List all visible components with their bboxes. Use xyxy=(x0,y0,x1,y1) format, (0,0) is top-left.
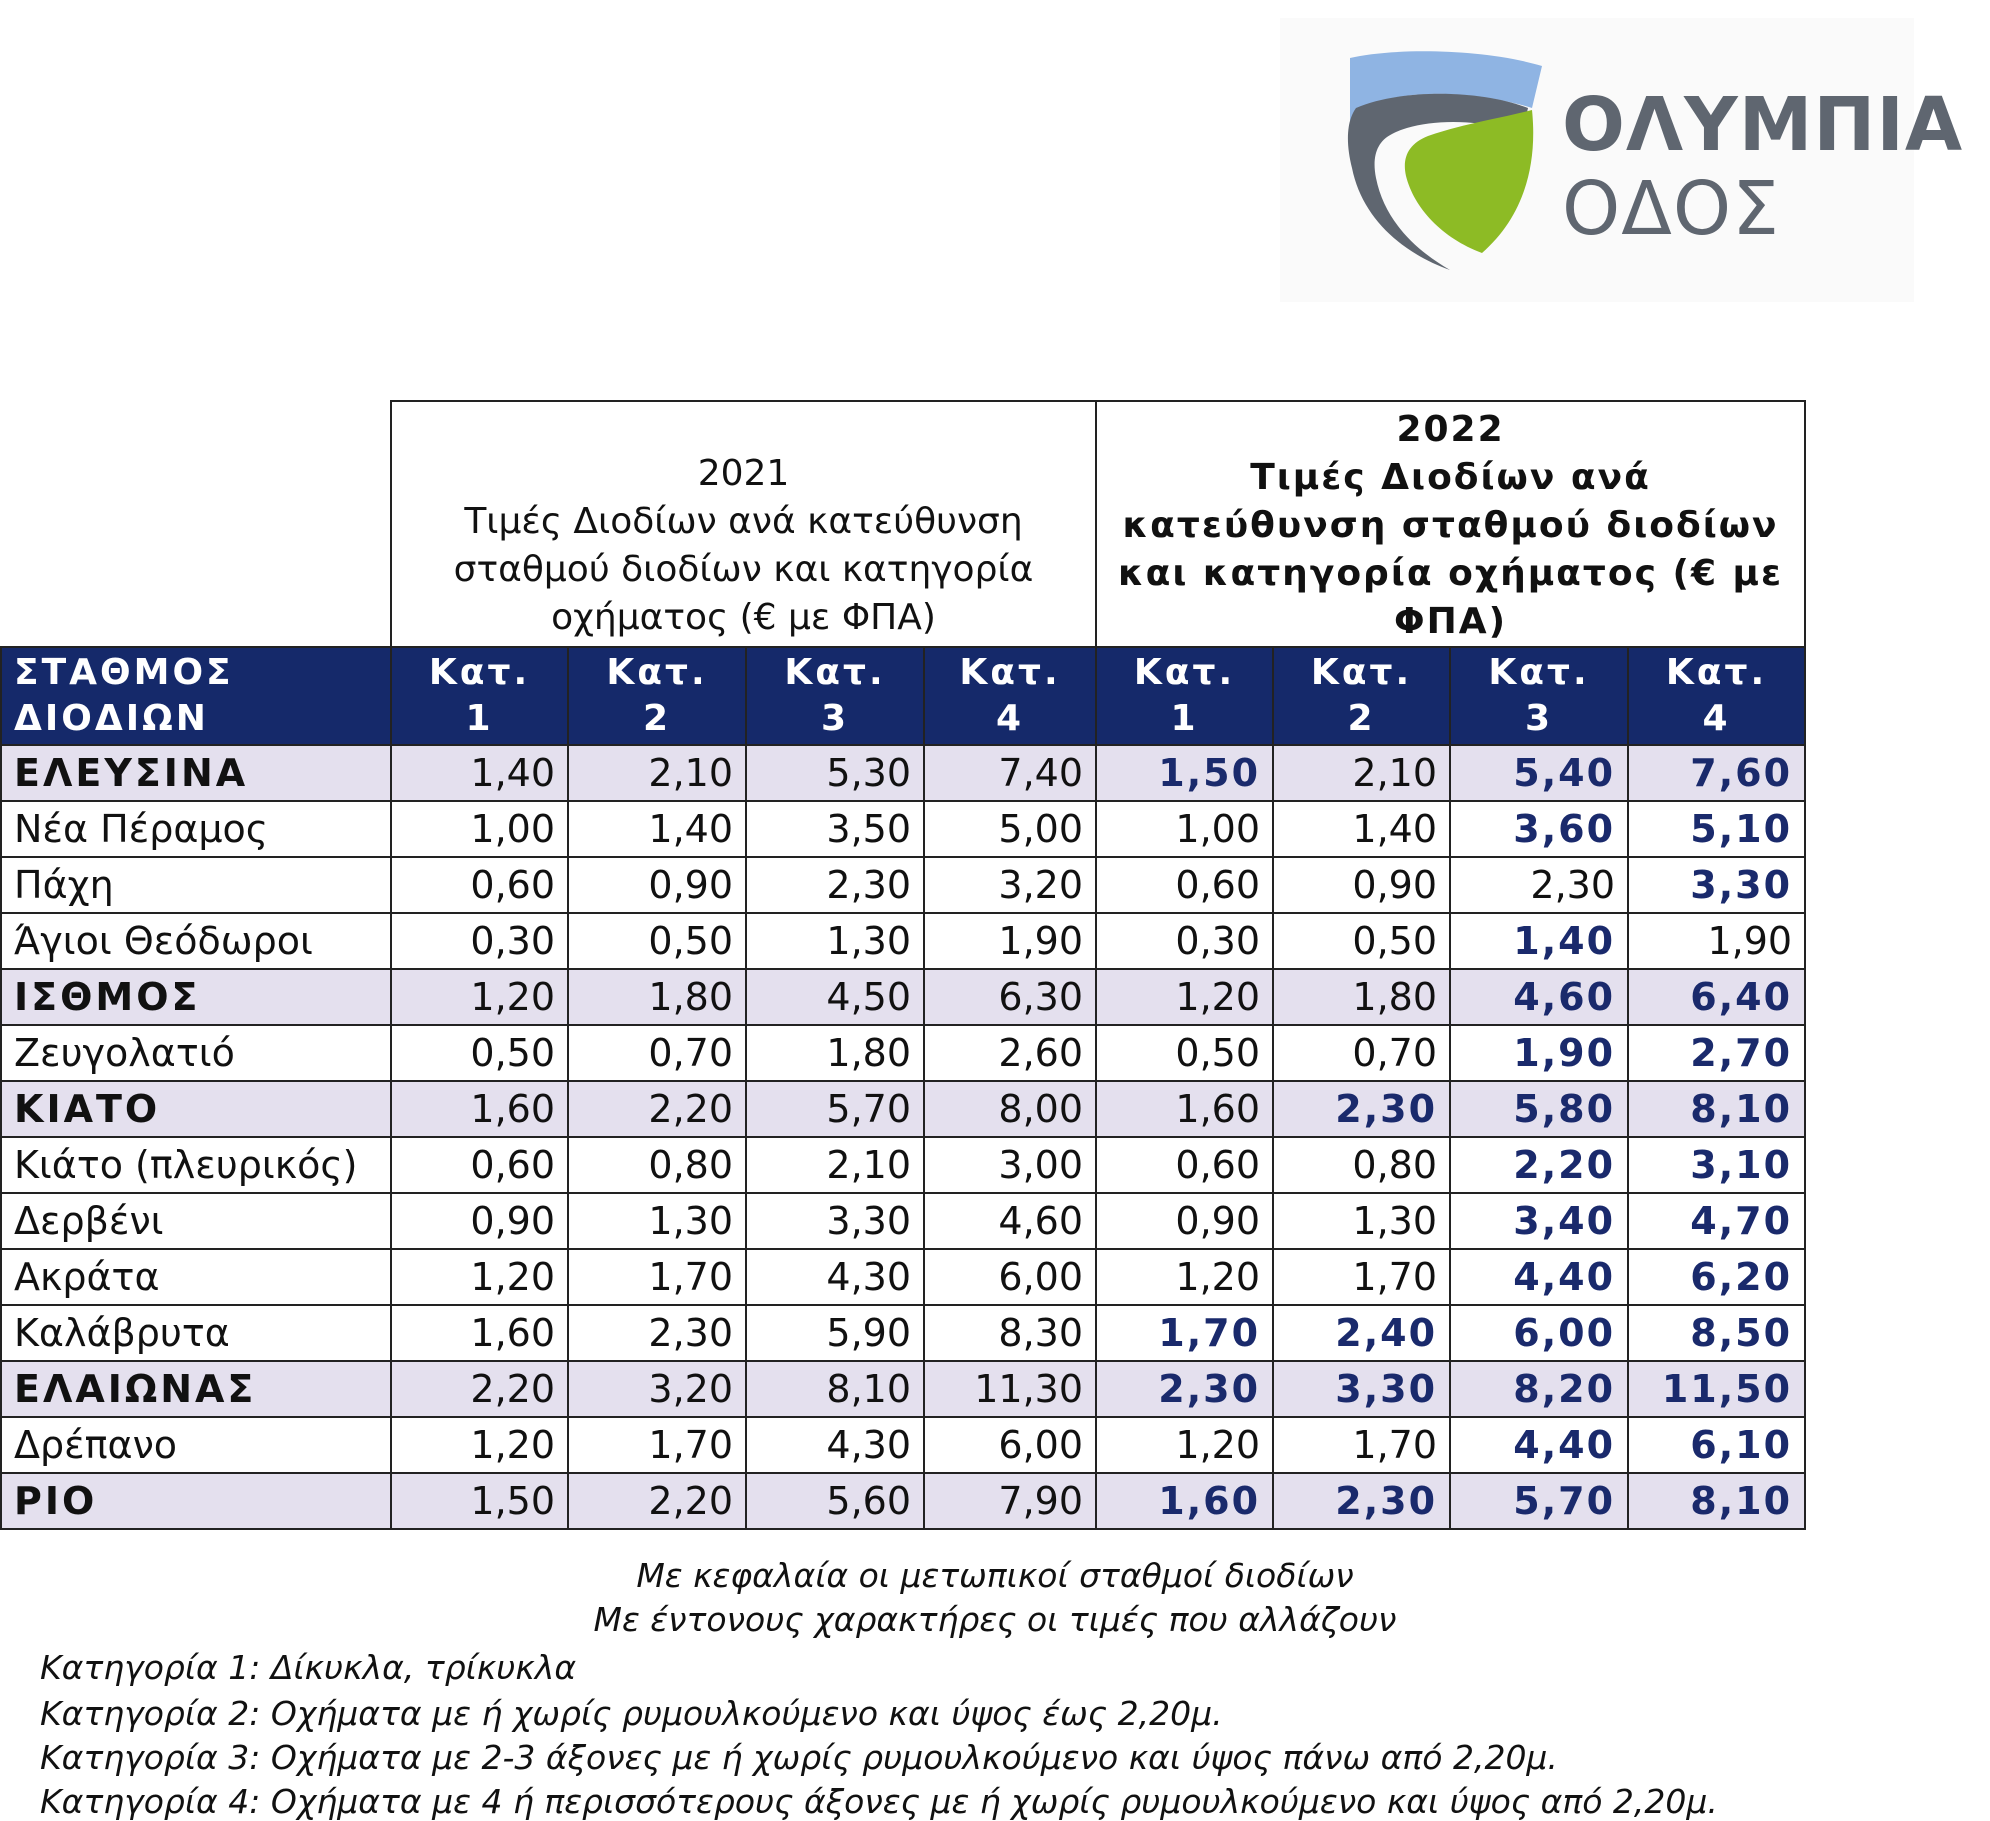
col-header-2021-cat1: Κατ. 1 xyxy=(391,647,568,745)
price-2022-cat4: 8,50 xyxy=(1628,1305,1805,1361)
price-2022-cat3: 4,40 xyxy=(1450,1417,1628,1473)
table-row xyxy=(1,1305,1805,1361)
price-2021-cat2: 0,50 xyxy=(568,913,746,969)
table-row xyxy=(1,1249,1805,1305)
table-row xyxy=(1,1137,1805,1193)
note-category-3: Κατηγορία 3: Οχήματα με 2-3 άξονες με ή χωρίς ρυμουλκούμενο και ύψος πάνω από 2,20μ. xyxy=(40,1738,1558,1777)
price-2021-cat4: 2,60 xyxy=(924,1025,1096,1081)
price-2021-cat2: 2,20 xyxy=(568,1081,746,1137)
table-row xyxy=(1,969,1805,1025)
price-2022-cat1: 1,00 xyxy=(1096,801,1273,857)
price-2022-cat1: 1,60 xyxy=(1096,1081,1273,1137)
price-2022-cat2: 0,70 xyxy=(1273,1025,1450,1081)
price-2022-cat3: 8,20 xyxy=(1450,1361,1628,1417)
price-2021-cat3: 5,70 xyxy=(746,1081,924,1137)
price-2022-cat3: 4,60 xyxy=(1450,969,1628,1025)
price-2022-cat2: 1,70 xyxy=(1273,1249,1450,1305)
station-name: Δερβένι xyxy=(1,1193,391,1249)
price-2021-cat4: 8,00 xyxy=(924,1081,1096,1137)
price-2022-cat1: 0,50 xyxy=(1096,1025,1273,1081)
table-row xyxy=(1,1473,1805,1529)
col-header-2021-cat2: Κατ. 2 xyxy=(568,647,746,745)
col-header-2022-cat4: Κατ. 4 xyxy=(1628,647,1805,745)
price-2021-cat2: 0,90 xyxy=(568,857,746,913)
price-2021-cat1: 0,90 xyxy=(391,1193,568,1249)
price-2021-cat2: 0,80 xyxy=(568,1137,746,1193)
logo-road-mark xyxy=(1332,48,1552,268)
price-2022-cat4: 5,10 xyxy=(1628,801,1805,857)
price-2022-cat3: 5,40 xyxy=(1450,745,1628,801)
price-2022-cat3: 1,90 xyxy=(1450,1025,1628,1081)
price-2021-cat3: 3,30 xyxy=(746,1193,924,1249)
price-2021-cat2: 2,30 xyxy=(568,1305,746,1361)
price-2022-cat2: 3,30 xyxy=(1273,1361,1450,1417)
price-2022-cat2: 2,40 xyxy=(1273,1305,1450,1361)
price-2021-cat1: 1,20 xyxy=(391,1249,568,1305)
price-2021-cat4: 8,30 xyxy=(924,1305,1096,1361)
note-frontal-stations: Με κεφαλαία οι μετωπικοί σταθμοί διοδίων xyxy=(636,1556,1354,1595)
price-2022-cat1: 1,70 xyxy=(1096,1305,1273,1361)
station-name: Ακράτα xyxy=(1,1249,391,1305)
price-2022-cat2: 2,30 xyxy=(1273,1081,1450,1137)
price-2021-cat1: 1,00 xyxy=(391,801,568,857)
price-2021-cat1: 1,20 xyxy=(391,969,568,1025)
price-2021-cat3: 5,30 xyxy=(746,745,924,801)
table-row xyxy=(1,1193,1805,1249)
price-2021-cat1: 1,20 xyxy=(391,1417,568,1473)
note-category-1: Κατηγορία 1: Δίκυκλα, τρίκυκλα xyxy=(40,1648,577,1687)
price-2021-cat1: 0,60 xyxy=(391,1137,568,1193)
header-2022: 2022 Τιμές Διοδίων ανά κατεύθυνση σταθμού διοδίων και κατηγορία οχήματος (€ με ΦΠΑ) xyxy=(1096,401,1805,647)
price-2021-cat1: 0,60 xyxy=(391,857,568,913)
note-category-4: Κατηγορία 4: Οχήματα με 4 ή περισσότερους άξονες με ή χωρίς ρυμουλκούμενο και ύψος από 2,20μ. xyxy=(40,1782,1718,1821)
price-2022-cat2: 0,80 xyxy=(1273,1137,1450,1193)
price-2022-cat2: 1,70 xyxy=(1273,1417,1450,1473)
price-2021-cat2: 2,10 xyxy=(568,745,746,801)
price-2022-cat4: 6,10 xyxy=(1628,1417,1805,1473)
price-2022-cat4: 4,70 xyxy=(1628,1193,1805,1249)
table-row xyxy=(1,801,1805,857)
price-2022-cat2: 0,50 xyxy=(1273,913,1450,969)
price-2021-cat4: 4,60 xyxy=(924,1193,1096,1249)
price-2021-cat3: 4,30 xyxy=(746,1417,924,1473)
price-2022-cat1: 1,20 xyxy=(1096,1417,1273,1473)
price-2022-cat4: 1,90 xyxy=(1628,913,1805,969)
price-2022-cat1: 2,30 xyxy=(1096,1361,1273,1417)
price-2021-cat4: 7,90 xyxy=(924,1473,1096,1529)
station-name: ΕΛΕΥΣΙΝΑ xyxy=(1,745,391,801)
price-2021-cat2: 1,70 xyxy=(568,1417,746,1473)
table-row xyxy=(1,1081,1805,1137)
price-2021-cat2: 0,70 xyxy=(568,1025,746,1081)
price-2022-cat4: 6,20 xyxy=(1628,1249,1805,1305)
price-2022-cat4: 7,60 xyxy=(1628,745,1805,801)
price-2022-cat3: 1,40 xyxy=(1450,913,1628,969)
logo-wordmark-line1: ΟΛΥΜΠΙΑ xyxy=(1562,82,1964,168)
price-2022-cat1: 0,60 xyxy=(1096,857,1273,913)
station-name: ΚΙΑΤΟ xyxy=(1,1081,391,1137)
price-2022-cat3: 3,60 xyxy=(1450,801,1628,857)
price-2021-cat4: 5,00 xyxy=(924,801,1096,857)
price-2022-cat4: 2,70 xyxy=(1628,1025,1805,1081)
price-2021-cat2: 3,20 xyxy=(568,1361,746,1417)
price-2021-cat1: 0,50 xyxy=(391,1025,568,1081)
price-2022-cat2: 2,10 xyxy=(1273,745,1450,801)
price-2021-cat1: 2,20 xyxy=(391,1361,568,1417)
price-2021-cat3: 5,60 xyxy=(746,1473,924,1529)
price-2021-cat3: 1,80 xyxy=(746,1025,924,1081)
price-2021-cat3: 2,30 xyxy=(746,857,924,913)
price-2022-cat3: 2,20 xyxy=(1450,1137,1628,1193)
price-2022-cat2: 1,40 xyxy=(1273,801,1450,857)
price-2022-cat2: 0,90 xyxy=(1273,857,1450,913)
price-2021-cat2: 1,70 xyxy=(568,1249,746,1305)
price-2022-cat4: 8,10 xyxy=(1628,1081,1805,1137)
price-2022-cat3: 5,80 xyxy=(1450,1081,1628,1137)
price-2022-cat2: 2,30 xyxy=(1273,1473,1450,1529)
price-2022-cat1: 1,50 xyxy=(1096,745,1273,801)
price-2022-cat3: 2,30 xyxy=(1450,857,1628,913)
table-row xyxy=(1,1025,1805,1081)
price-2021-cat1: 1,40 xyxy=(391,745,568,801)
table-row xyxy=(1,857,1805,913)
price-2022-cat4: 3,30 xyxy=(1628,857,1805,913)
price-2022-cat4: 8,10 xyxy=(1628,1473,1805,1529)
note-bold-prices: Με έντονους χαρακτήρες οι τιμές που αλλάζουν xyxy=(593,1600,1397,1639)
price-2021-cat3: 4,50 xyxy=(746,969,924,1025)
price-2021-cat3: 8,10 xyxy=(746,1361,924,1417)
table-row xyxy=(1,745,1805,801)
price-2022-cat1: 0,90 xyxy=(1096,1193,1273,1249)
price-2021-cat4: 3,20 xyxy=(924,857,1096,913)
price-2021-cat1: 0,30 xyxy=(391,913,568,969)
price-2022-cat4: 3,10 xyxy=(1628,1137,1805,1193)
table-row xyxy=(1,1417,1805,1473)
price-2021-cat2: 2,20 xyxy=(568,1473,746,1529)
station-name: ΡΙΟ xyxy=(1,1473,391,1529)
col-header-2022-cat1: Κατ. 1 xyxy=(1096,647,1273,745)
olympia-odos-logo xyxy=(1280,18,1964,302)
price-2021-cat4: 1,90 xyxy=(924,913,1096,969)
station-name: Άγιοι Θεόδωροι xyxy=(1,913,391,969)
price-2021-cat4: 11,30 xyxy=(924,1361,1096,1417)
station-name: Καλάβρυτα xyxy=(1,1305,391,1361)
col-header-2021-cat4: Κατ. 4 xyxy=(924,647,1096,745)
header-blank xyxy=(1,401,391,647)
station-name: Πάχη xyxy=(1,857,391,913)
price-2021-cat3: 2,10 xyxy=(746,1137,924,1193)
col-header-2022-cat2: Κατ. 2 xyxy=(1273,647,1450,745)
price-2021-cat3: 4,30 xyxy=(746,1249,924,1305)
price-2022-cat3: 5,70 xyxy=(1450,1473,1628,1529)
price-2022-cat3: 4,40 xyxy=(1450,1249,1628,1305)
table-row xyxy=(1,913,1805,969)
table-row xyxy=(1,1361,1805,1417)
price-2021-cat1: 1,60 xyxy=(391,1081,568,1137)
note-category-2: Κατηγορία 2: Οχήματα με ή χωρίς ρυμουλκούμενο και ύψος έως 2,20μ. xyxy=(40,1694,1223,1733)
toll-prices-table xyxy=(0,400,1806,1530)
price-2022-cat3: 6,00 xyxy=(1450,1305,1628,1361)
price-2022-cat1: 0,30 xyxy=(1096,913,1273,969)
col-header-station: ΣΤΑΘΜΟΣ ΔΙΟΔΙΩΝ xyxy=(1,647,391,745)
price-2021-cat2: 1,30 xyxy=(568,1193,746,1249)
price-2021-cat4: 3,00 xyxy=(924,1137,1096,1193)
col-header-2022-cat3: Κατ. 3 xyxy=(1450,647,1628,745)
price-2021-cat4: 6,00 xyxy=(924,1249,1096,1305)
price-2022-cat2: 1,80 xyxy=(1273,969,1450,1025)
price-2021-cat4: 6,00 xyxy=(924,1417,1096,1473)
station-name: ΕΛΑΙΩΝΑΣ xyxy=(1,1361,391,1417)
station-name: ΙΣΘΜΟΣ xyxy=(1,969,391,1025)
logo-wordmark-line2: ΟΔΟΣ xyxy=(1562,166,1780,252)
price-2021-cat3: 3,50 xyxy=(746,801,924,857)
price-2021-cat3: 5,90 xyxy=(746,1305,924,1361)
station-name: Νέα Πέραμος xyxy=(1,801,391,857)
price-2021-cat4: 7,40 xyxy=(924,745,1096,801)
price-2022-cat3: 3,40 xyxy=(1450,1193,1628,1249)
station-name: Κιάτο (πλευρικός) xyxy=(1,1137,391,1193)
price-2021-cat4: 6,30 xyxy=(924,969,1096,1025)
price-2021-cat2: 1,40 xyxy=(568,801,746,857)
price-2022-cat1: 0,60 xyxy=(1096,1137,1273,1193)
station-name: Ζευγολατιό xyxy=(1,1025,391,1081)
price-2021-cat2: 1,80 xyxy=(568,969,746,1025)
price-2022-cat1: 1,20 xyxy=(1096,1249,1273,1305)
price-2022-cat4: 6,40 xyxy=(1628,969,1805,1025)
price-2021-cat3: 1,30 xyxy=(746,913,924,969)
station-name: Δρέπανο xyxy=(1,1417,391,1473)
price-2021-cat1: 1,50 xyxy=(391,1473,568,1529)
price-2022-cat2: 1,30 xyxy=(1273,1193,1450,1249)
header-2021: 2021 Τιμές Διοδίων ανά κατεύθυνση σταθμού διοδίων και κατηγορία οχήματος (€ με ΦΠΑ) xyxy=(391,401,1096,647)
price-2021-cat1: 1,60 xyxy=(391,1305,568,1361)
col-header-2021-cat3: Κατ. 3 xyxy=(746,647,924,745)
price-2022-cat4: 11,50 xyxy=(1628,1361,1805,1417)
price-2022-cat1: 1,60 xyxy=(1096,1473,1273,1529)
price-2022-cat1: 1,20 xyxy=(1096,969,1273,1025)
